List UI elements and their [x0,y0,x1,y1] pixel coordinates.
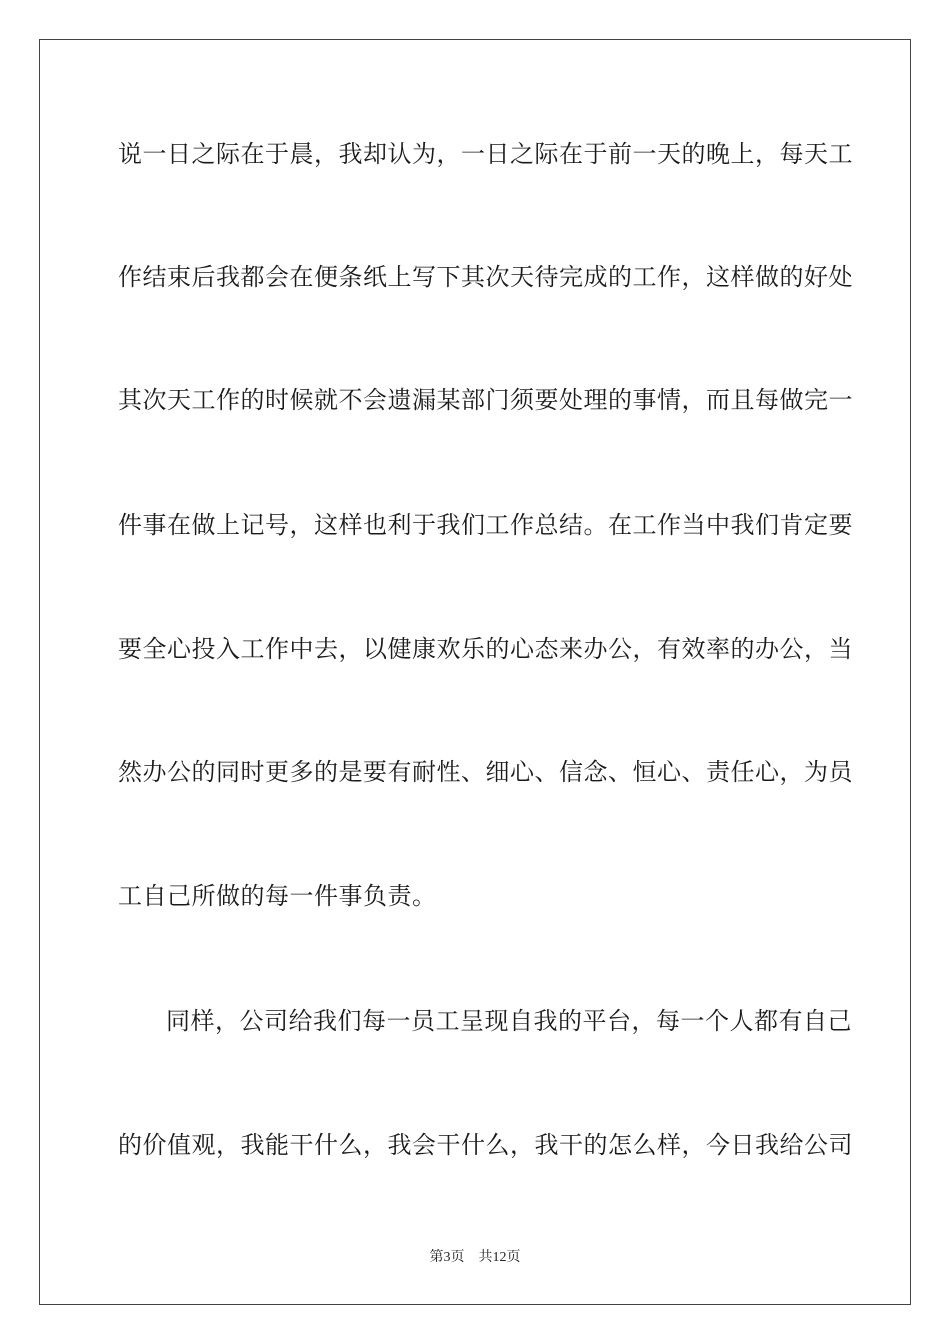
page-number: 第3页 [429,1250,465,1265]
text-line-1: 说一日之际在于晨，我却认为，一日之际在于前一天的晚上，每天工 [118,140,853,168]
text-line-2: 作结束后我都会在便条纸上写下其次天待完成的工作，这样做的好处 [118,263,853,291]
text-line-5: 要全心投入工作中去，以健康欢乐的心态来办公，有效率的办公，当 [118,635,853,663]
text-line-9: 的价值观，我能干什么，我会干什么，我干的怎么样，今日我给公司 [118,1131,853,1159]
page-footer [0,1246,950,1266]
text-line-4: 件事在做上记号，这样也利于我们工作总结。在工作当中我们肯定要 [118,511,853,539]
text-line-6: 然办公的同时更多的是要有耐性、细心、信念、恒心、责任心，为员 [118,758,853,786]
page-total: 共12页 [478,1250,521,1265]
text-line-3: 其次天工作的时候就不会遗漏某部门须要处理的事情，而且每做完一 [118,386,853,414]
page-frame [39,39,911,1305]
text-line-8-paragraph-start: 同样，公司给我们每一员工呈现自我的平台，每一个人都有自己 [166,1007,852,1035]
text-line-7: 工自己所做的每一件事负责。 [118,882,437,910]
